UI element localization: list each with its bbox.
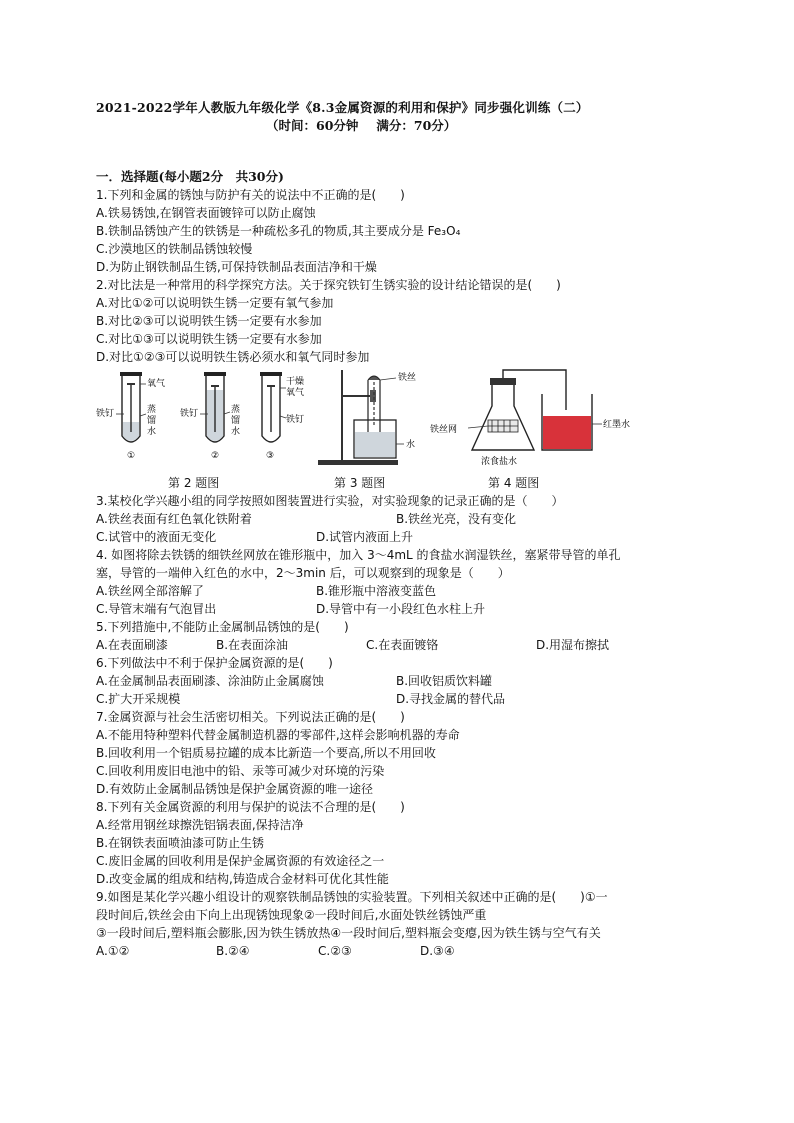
q7-option-b[interactable]: B.回收利用一个铝质易拉罐的成本比新造一个要高,所以不用回收 (96, 746, 436, 760)
fig2-tube-3-number: ③ (266, 451, 275, 461)
page-subtitle (266, 116, 474, 134)
q8-option-b[interactable]: B.在钢铁表面喷油漆可防止生锈 (96, 836, 265, 850)
q6-option-d[interactable]: D.寻找金属的替代品 (396, 692, 506, 706)
q4-options-row-2 (96, 600, 716, 618)
fig2-water-label-2b: 馏 (231, 416, 241, 426)
q3-options-row-2 (96, 528, 716, 546)
fig2-dry-label-b: 氧气 (286, 388, 305, 398)
q2-option-a[interactable]: A.对比①②可以说明铁生锈一定要有氧气参加 (96, 296, 334, 310)
q9-option-d[interactable]: D.③④ (420, 944, 455, 958)
fig4-mesh-label: 铁丝网 (430, 425, 458, 435)
q6-options-row-2 (96, 690, 716, 708)
q2-option-d[interactable]: D.对比①②③可以说明铁生锈必须水和氧气同时参加 (96, 350, 370, 364)
q4-option-d[interactable]: D.导管中有一小段红色水柱上升 (316, 602, 486, 616)
fig2-water-label-2a: 蒸 (231, 405, 241, 415)
q6-option-c[interactable]: C.扩大开采规模 (96, 692, 181, 706)
q4-option-a[interactable]: A.铁丝网全部溶解了 (96, 584, 204, 598)
time-limit: （时间：60分钟 (266, 118, 359, 133)
experiment-figures (96, 366, 716, 474)
q9-stem-line-2: 段时间后,铁丝会由下向上出现锈蚀现象②一段时间后,水面处铁丝锈蚀严重 (96, 908, 487, 922)
q3-option-b[interactable]: B.铁丝光亮，没有变化 (396, 512, 517, 526)
fig4-wire-mesh (488, 420, 518, 432)
fig3-water-label: 水 (406, 440, 416, 450)
fig2-tube-1 (116, 372, 146, 442)
q8-stem: 8.下列有关金属资源的利用与保护的说法不合理的是( ) (96, 800, 405, 814)
fig2-water-label-1a: 蒸 (147, 405, 157, 415)
fig2-water-label-2c: 水 (231, 427, 241, 437)
fig2-caption: 第 2 题图 (168, 476, 220, 490)
fig2-dry-label-a: 干燥 (286, 377, 305, 387)
fig2-oxygen-label: 氧气 (147, 379, 166, 389)
q7-option-c[interactable]: C.回收利用废旧电池中的铅、汞等可减少对环境的污染 (96, 764, 385, 778)
fig2-nail-label-2: 铁钉 (180, 409, 199, 419)
fig2-nail-label-1: 铁钉 (96, 409, 115, 419)
q4-stem-line-2: 塞，导管的一端伸入红色的水中，2～3min 后，可以观察到的现象是（ ） (96, 566, 510, 580)
q6-option-a[interactable]: A.在金属制品表面刷漆、涂油防止金属腐蚀 (96, 674, 324, 688)
full-score: 满分：70分） (376, 118, 457, 133)
q4-stem-line-1: 4. 如图将除去铁锈的细铁丝网放在锥形瓶中，加入 3～4mL 的食盐水润湿铁丝，塞紧带导管的单孔 (96, 548, 621, 562)
q8-option-d[interactable]: D.改变金属的组成和结构,铸造成合金材料可优化其性能 (96, 872, 389, 886)
q1-option-c[interactable]: C.沙漠地区的铁制品锈蚀较慢 (96, 242, 253, 256)
q5-options (96, 636, 716, 654)
q7-stem: 7.金属资源与社会生活密切相关。下列说法正确的是( ) (96, 710, 405, 724)
fig2-tube-1-number: ① (127, 451, 136, 461)
fig2-tube-2 (200, 372, 230, 442)
q3-option-a[interactable]: A.铁丝表面有红色氧化铁附着 (96, 512, 252, 526)
q6-options-row-1 (96, 672, 716, 690)
fig2-water-label-1c: 水 (147, 427, 157, 437)
q2-option-c[interactable]: C.对比①③可以说明铁生锈一定要有水参加 (96, 332, 322, 346)
q9-options (96, 942, 716, 960)
q2-option-b[interactable]: B.对比②③可以说明铁生锈一定要有水参加 (96, 314, 322, 328)
fig4-apparatus (468, 370, 602, 450)
q1-stem: 1.下列和金属的锈蚀与防护有关的说法中不正确的是( ) (96, 188, 405, 202)
figure-captions (96, 474, 716, 492)
section-heading: 一．选择题(每小题2分 共30分) (96, 169, 284, 184)
fig2-nail-label-3: 铁钉 (286, 415, 305, 425)
q9-stem-line-1: 9.如图是某化学兴趣小组设计的观察铁制品锈蚀的实验装置。下列相关叙述中正确的是( )①一 (96, 890, 608, 904)
q4-option-b[interactable]: B.锥形瓶中溶液变蓝色 (316, 584, 437, 598)
q2-stem: 2.对比法是一种常用的科学探究方法。关于探究铁钉生锈实验的设计结论错误的是( ) (96, 278, 561, 292)
q6-option-b[interactable]: B.回收铝质饮料罐 (396, 674, 493, 688)
question-list (96, 168, 716, 960)
q9-option-c[interactable]: C.②③ (318, 944, 352, 958)
q3-options-row-1 (96, 510, 716, 528)
fig4-caption: 第 4 题图 (488, 476, 540, 490)
q8-option-a[interactable]: A.经常用钢丝球擦洗铝锅表面,保持洁净 (96, 818, 304, 832)
q4-options-row-1 (96, 582, 716, 600)
q3-stem: 3.某校化学兴趣小组的同学按照如图装置进行实验，对实验现象的记录正确的是（ ） (96, 494, 564, 508)
q6-stem: 6.下列做法中不利于保护金属资源的是( ) (96, 656, 333, 670)
q5-option-d[interactable]: D.用湿布擦拭 (536, 638, 610, 652)
fig3-wire-label: 铁丝 (398, 373, 417, 383)
q5-option-a[interactable]: A.在表面刷漆 (96, 638, 168, 652)
q9-option-b[interactable]: B.②④ (216, 944, 250, 958)
q7-option-a[interactable]: A.不能用特种塑料代替金属制造机器的零部件,这样会影响机器的寿命 (96, 728, 460, 742)
q9-stem-line-3: ③一段时间后,塑料瓶会膨胀,因为铁生锈放热④一段时间后,塑料瓶会变瘪,因为铁生锈与空气有关 (96, 926, 601, 940)
q1-option-d[interactable]: D.为防止钢铁制品生锈,可保持铁制品表面洁净和干燥 (96, 260, 377, 274)
q8-option-c[interactable]: C.废旧金属的回收利用是保护金属资源的有效途径之一 (96, 854, 385, 868)
fig4-ink-label: 红墨水 (603, 420, 631, 430)
fig3-apparatus (318, 370, 404, 465)
fig2-tube-2-number: ② (211, 451, 220, 461)
q1-option-b[interactable]: B.铁制品锈蚀产生的铁锈是一种疏松多孔的物质,其主要成分是 Fe₃O₄ (96, 224, 461, 238)
q5-option-b[interactable]: B.在表面涂油 (216, 638, 289, 652)
q7-option-d[interactable]: D.有效防止金属制品锈蚀是保护金属资源的唯一途径 (96, 782, 374, 796)
q3-option-d[interactable]: D.试管内液面上升 (316, 530, 414, 544)
fig3-caption: 第 3 题图 (334, 476, 386, 490)
q4-option-c[interactable]: C.导管末端有气泡冒出 (96, 602, 217, 616)
q9-option-a[interactable]: A.①② (96, 944, 130, 958)
figures-row (96, 366, 716, 474)
fig2-tube-3 (260, 372, 286, 442)
fig2-water-label-1b: 馏 (147, 416, 157, 426)
q5-option-c[interactable]: C.在表面镀铬 (366, 638, 439, 652)
q1-option-a[interactable]: A.铁易锈蚀,在钢管表面镀锌可以防止腐蚀 (96, 206, 316, 220)
fig4-brine-label: 浓食盐水 (481, 457, 518, 467)
q3-option-c[interactable]: C.试管中的液面无变化 (96, 530, 217, 544)
page-title: 2021-2022学年人教版九年级化学《8.3金属资源的利用和保护》同步强化训练（二） (96, 100, 589, 115)
q5-stem: 5.下列措施中,不能防止金属制品锈蚀的是( ) (96, 620, 349, 634)
